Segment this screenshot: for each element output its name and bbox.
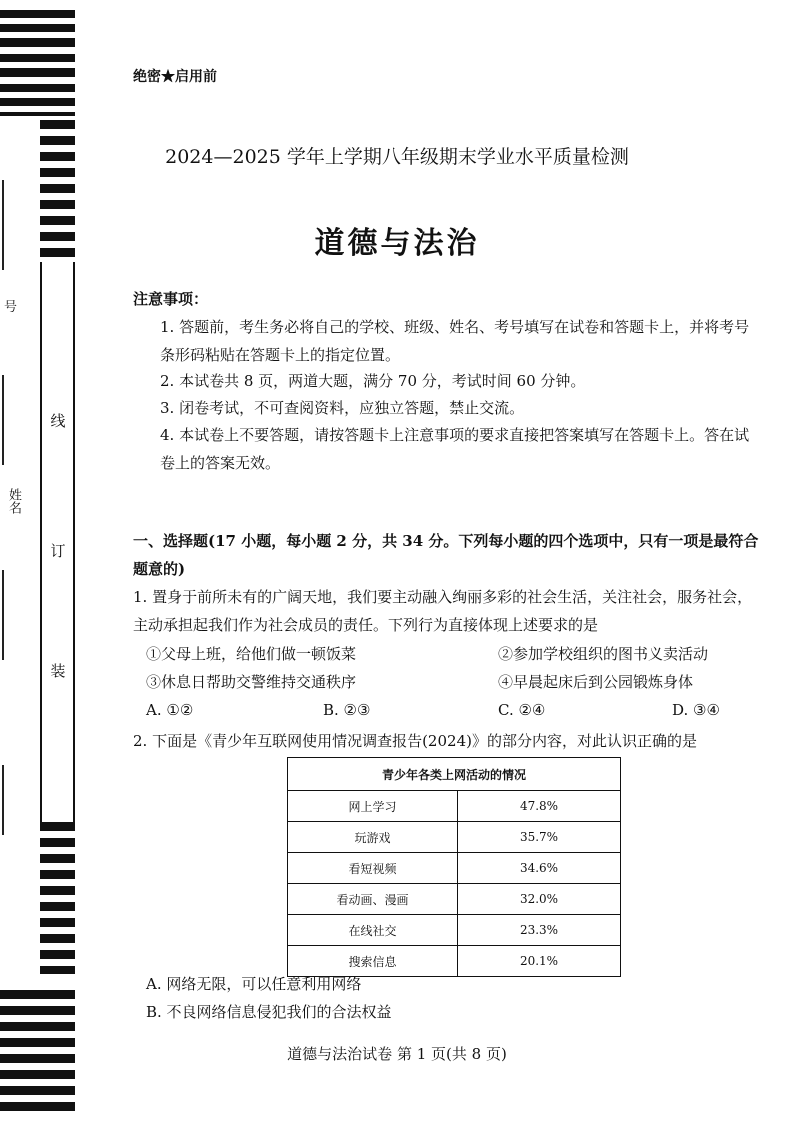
table-row xyxy=(288,946,621,977)
activity-cell: 玩游戏 xyxy=(288,822,458,853)
table-row xyxy=(288,822,621,853)
activity-cell: 看短视频 xyxy=(288,853,458,884)
table-row xyxy=(288,915,621,946)
q2-choice-b: B. 不良网络信息侵犯我们的合法权益 xyxy=(146,1003,392,1021)
activity-cell: 网上学习 xyxy=(288,791,458,822)
table-row xyxy=(288,791,621,822)
activity-cell: 搜索信息 xyxy=(288,946,458,977)
q1-item: ②参加学校组织的图书义卖活动 xyxy=(498,645,709,663)
binding-zhuang-label: 装 xyxy=(50,662,66,680)
activity-cell: 在线社交 xyxy=(288,915,458,946)
table-title: 青少年各类上网活动的情况 xyxy=(288,758,621,791)
q1-item: ①父母上班，给他们做一顿饭菜 xyxy=(146,645,357,663)
question-2-stem: 2. 下面是《青少年互联网使用情况调查报告(2024)》的部分内容，对此认识正确的是 xyxy=(133,732,697,750)
survey-table xyxy=(287,757,621,977)
notice-item: 2. 本试卷共 8 页，两道大题，满分 70 分，考试时间 60 分钟。 xyxy=(160,372,586,390)
binding-ding-label: 订 xyxy=(50,542,66,560)
q1-choice-d: D. ③④ xyxy=(672,701,720,719)
notice-item: 3. 闭卷考试，不可查阅资料，应独立答题，禁止交流。 xyxy=(160,399,525,417)
activity-cell: 看动画、漫画 xyxy=(288,884,458,915)
q2-choice-a: A. 网络无限，可以任意利用网络 xyxy=(146,975,362,993)
q1-choice-b: B. ②③ xyxy=(323,701,371,719)
notice-heading: 注意事项： xyxy=(133,290,209,308)
q1-item: ④早晨起床后到公园锻炼身体 xyxy=(498,673,694,691)
percent-cell: 35.7% xyxy=(458,822,621,853)
confidential-note: 绝密★启用前 xyxy=(133,69,217,85)
percent-cell: 47.8% xyxy=(458,791,621,822)
percent-cell: 34.6% xyxy=(458,853,621,884)
subject-title: 道德与法治 xyxy=(314,226,480,261)
notice-item: 4. 本试卷上不要答题，请按答题卡上注意事项的要求直接把答案填写在答题卡上。答在试卷上的答案无效。 xyxy=(160,426,750,472)
q1-choice-a: A. ①② xyxy=(146,701,194,719)
page-footer: 道德与法治试卷 第 1 页(共 8 页) xyxy=(287,1045,507,1063)
q1-choice-c: C. ②④ xyxy=(498,701,546,719)
q1-item: ③休息日帮助交警维持交通秩序 xyxy=(146,673,357,691)
percent-cell: 32.0% xyxy=(458,884,621,915)
table-row xyxy=(288,853,621,884)
exam-title: 2024—2025 学年上学期八年级期末学业水平质量检测 xyxy=(165,146,629,168)
percent-cell: 20.1% xyxy=(458,946,621,977)
binding-line-label: 线 xyxy=(50,412,66,430)
binding-fragment-2: 姓名 xyxy=(6,488,21,514)
binding-fragment-1: 号 xyxy=(4,300,18,315)
section-heading: 一、选择题(17 小题，每小题 2 分，共 34 分。下列每小题的四个选项中，只有一项是最符合题意的) xyxy=(133,532,759,578)
table-row xyxy=(288,884,621,915)
notice-item: 1. 答题前，考生务必将自己的学校、班级、姓名、考号填写在试卷和答题卡上，并将考号条形码粘贴在答题卡上的指定位置。 xyxy=(160,318,750,364)
percent-cell: 23.3% xyxy=(458,915,621,946)
question-1-stem: 1. 置身于前所未有的广阔天地，我们要主动融入绚丽多彩的社会生活，关注社会，服务社会，主动承担起我们作为社会成员的责任。下列行为直接体现上述要求的是 xyxy=(133,588,753,634)
